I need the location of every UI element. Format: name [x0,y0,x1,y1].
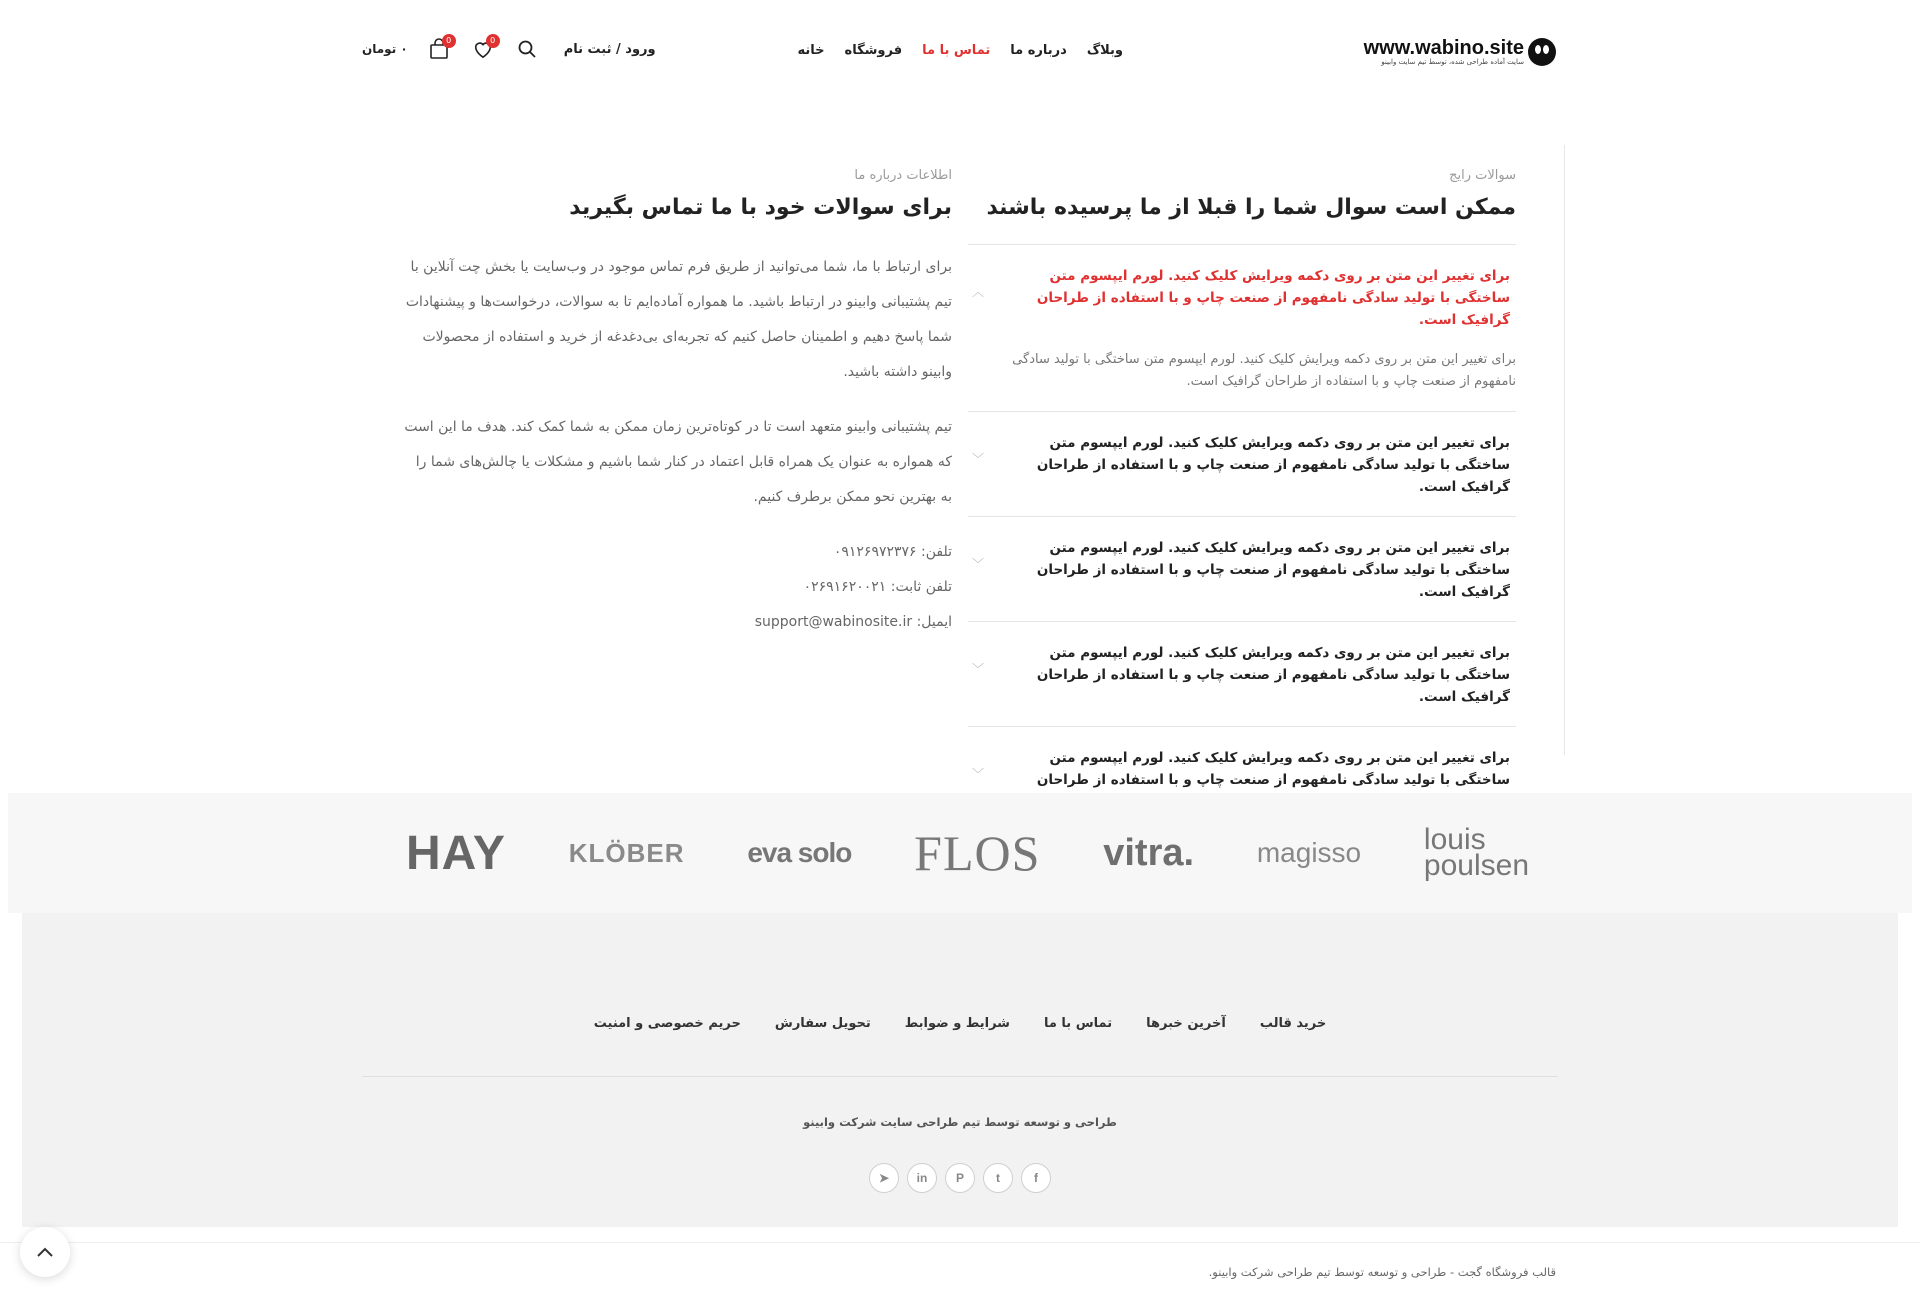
cart-count-badge: 0 [442,34,456,48]
login-register-link[interactable]: ورود / ثبت نام [563,41,656,57]
footer-link-news[interactable]: آخرین خبرها [1146,1016,1226,1031]
footer-link-privacy[interactable]: حریم خصوصی و امنیت [593,1016,741,1031]
info-title: برای سوالات خود با ما تماس بگیرید [569,195,952,220]
chevron-down-icon[interactable]: ﹀ [972,557,985,571]
site-header [0,0,1920,100]
main-nav [798,43,1123,58]
brand-logo-hay[interactable]: HAY [406,826,506,880]
faq-accordion [968,244,1516,832]
brand-strip [8,793,1912,913]
faq-title: ممکن است سوال شما را قبلا از ما پرسیده باشند [986,195,1516,220]
brand-logo-flos[interactable]: FLOS [914,825,1041,881]
social-links [22,1163,1898,1193]
landline-number: تلفن ثابت: ۰۲۶۹۱۶۲۰۰۲۱ [803,579,952,595]
faq-eyebrow: سوالات رایج [1449,168,1516,183]
contact-details [400,535,952,640]
brand-logo-magisso[interactable]: magisso [1256,837,1362,868]
logo-tagline: سایت آماده طراحی شده، توسط تیم سایت وابینو [1381,58,1524,66]
footer-links [22,1016,1898,1031]
copyright-text: قالب فروشگاه گجت - طراحی و توسعه توسط تیم طراحی شرکت وابینو. [1208,1265,1556,1279]
faq-question[interactable]: برای تغییر این متن بر روی دکمه ویرایش کلیک کنید. لورم ایپسوم متن ساختگی با تولید سادگی نامفهوم از صنعت چاپ و با استفاده از طراحان گرافیک است. [1036,540,1510,600]
faq-answer: برای تغییر این متن بر روی دکمه ویرایش کلیک کنید. لورم ایپسوم متن ساختگی با تولید سادگی نامفهوم از صنعت چاپ و با استفاده از طراحان گرافیک است. [1012,352,1516,389]
chevron-down-icon[interactable]: ﹀ [972,767,985,781]
faq-item[interactable] [968,245,1516,412]
chevron-up-icon [36,1246,54,1258]
logo-icon [1528,38,1556,66]
brand-logo-louis-poulsen[interactable]: louis poulsen [1423,823,1530,882]
nav-item-shop[interactable]: فروشگاه [844,43,903,58]
search-icon [517,39,537,59]
site-footer [22,913,1898,1227]
faq-item[interactable] [968,517,1516,622]
chevron-down-icon[interactable]: ﹀ [972,452,985,466]
nav-item-blog[interactable]: وبلاگ [1086,43,1123,58]
facebook-icon[interactable]: f [1021,1163,1051,1193]
nav-item-about[interactable]: درباره ما [1010,43,1067,58]
pinterest-icon[interactable]: P [945,1163,975,1193]
info-paragraph: تیم پشتیبانی وابینو متعهد است تا در کوتاه‌ترین زمان ممکن به شما کمک کند. هدف ما این است که همواره به عنوان یک همراه قابل اعتماد در کنار شما باشیم و مشکلات یا چالش‌های شما را به بهترین نحو ممکن برطرف کنیم. [404,419,952,505]
footer-divider [362,1076,1558,1077]
faq-section [968,160,1516,832]
info-paragraph: برای ارتباط با ما، شما می‌توانید از طریق فرم تماس موجود در وب‌سایت یا بخش چت آنلاین با تیم پشتیبانی وابینو در ارتباط باشید. ما همواره آماده‌ایم تا به سوالات، درخواست‌ها و پیشنهادات شما پاسخ دهیم و اطمینان حاصل کنیم که تجربه‌ای بی‌دغدغه از خرید و استفاده از محصولات وابینو داشته باشید. [405,259,952,380]
header-tools [362,36,656,62]
faq-item[interactable] [968,622,1516,727]
nav-item-contact[interactable]: تماس با ما [922,43,991,58]
cart-button[interactable] [426,36,452,62]
faq-question[interactable]: برای تغییر این متن بر روی دکمه ویرایش کلیک کنید. لورم ایپسوم متن ساختگی با تولید سادگی نامفهوم از صنعت چاپ و با استفاده از طراحان گرافیک است. [1036,268,1510,328]
search-button[interactable] [514,36,540,62]
brand-logo-vitra[interactable]: vitra. [1103,831,1195,874]
faq-item[interactable] [968,412,1516,517]
faq-question[interactable]: برای تغییر این متن بر روی دکمه ویرایش کلیک کنید. لورم ایپسوم متن ساختگی با تولید سادگی نامفهوم از صنعت چاپ و با استفاده از طراحان گرافیک است. [1036,435,1510,495]
faq-question[interactable]: برای تغییر این متن بر روی دکمه ویرایش کلیک کنید. لورم ایپسوم متن ساختگی با تولید سادگی نامفهوم از صنعت چاپ و با استفاده از طراحان [1036,750,1510,788]
cart-total[interactable]: ۰ تومان [362,42,408,56]
twitter-icon[interactable]: t [983,1163,1013,1193]
telegram-icon[interactable]: ➤ [869,1163,899,1193]
linkedin-icon[interactable]: in [907,1163,937,1193]
wishlist-count-badge: 0 [486,34,500,48]
footer-link-delivery[interactable]: تحویل سفارش [774,1016,871,1031]
footer-link-terms[interactable]: شرایط و ضوابط [904,1016,1010,1031]
phone-number: تلفن: ۰۹۱۲۶۹۷۲۳۷۶ [833,544,952,560]
wishlist-button[interactable] [470,36,496,62]
email-address: ایمیل: support@wabinosite.ir [754,614,952,630]
brand-logo-klober[interactable]: KLÖBER [568,837,685,868]
footer-link-contact[interactable]: تماس با ما [1043,1016,1113,1031]
contact-info-section [400,160,952,640]
chevron-down-icon[interactable]: ﹀ [972,662,985,676]
brand-logo-evasolo[interactable]: eva solo [747,837,852,868]
logo-url: www.wabino.site [1363,37,1524,59]
copyright-bar [0,1242,1920,1297]
site-logo[interactable] [1356,37,1556,67]
info-eyebrow: اطلاعات درباره ما [854,168,952,183]
faq-question[interactable]: برای تغییر این متن بر روی دکمه ویرایش کلیک کنید. لورم ایپسوم متن ساختگی با تولید سادگی نامفهوم از صنعت چاپ و با استفاده از طراحان گرافیک است. [1036,645,1510,705]
scroll-to-top-button[interactable] [20,1227,70,1277]
column-divider [1564,145,1565,755]
chevron-up-icon[interactable]: ︿ [972,285,985,299]
nav-item-home[interactable]: خانه [797,43,825,58]
footer-link-buy-theme[interactable]: خرید قالب [1259,1016,1327,1031]
footer-credit: طراحی و توسعه توسط تیم طراحی سایت شرکت وابینو [803,1115,1117,1129]
